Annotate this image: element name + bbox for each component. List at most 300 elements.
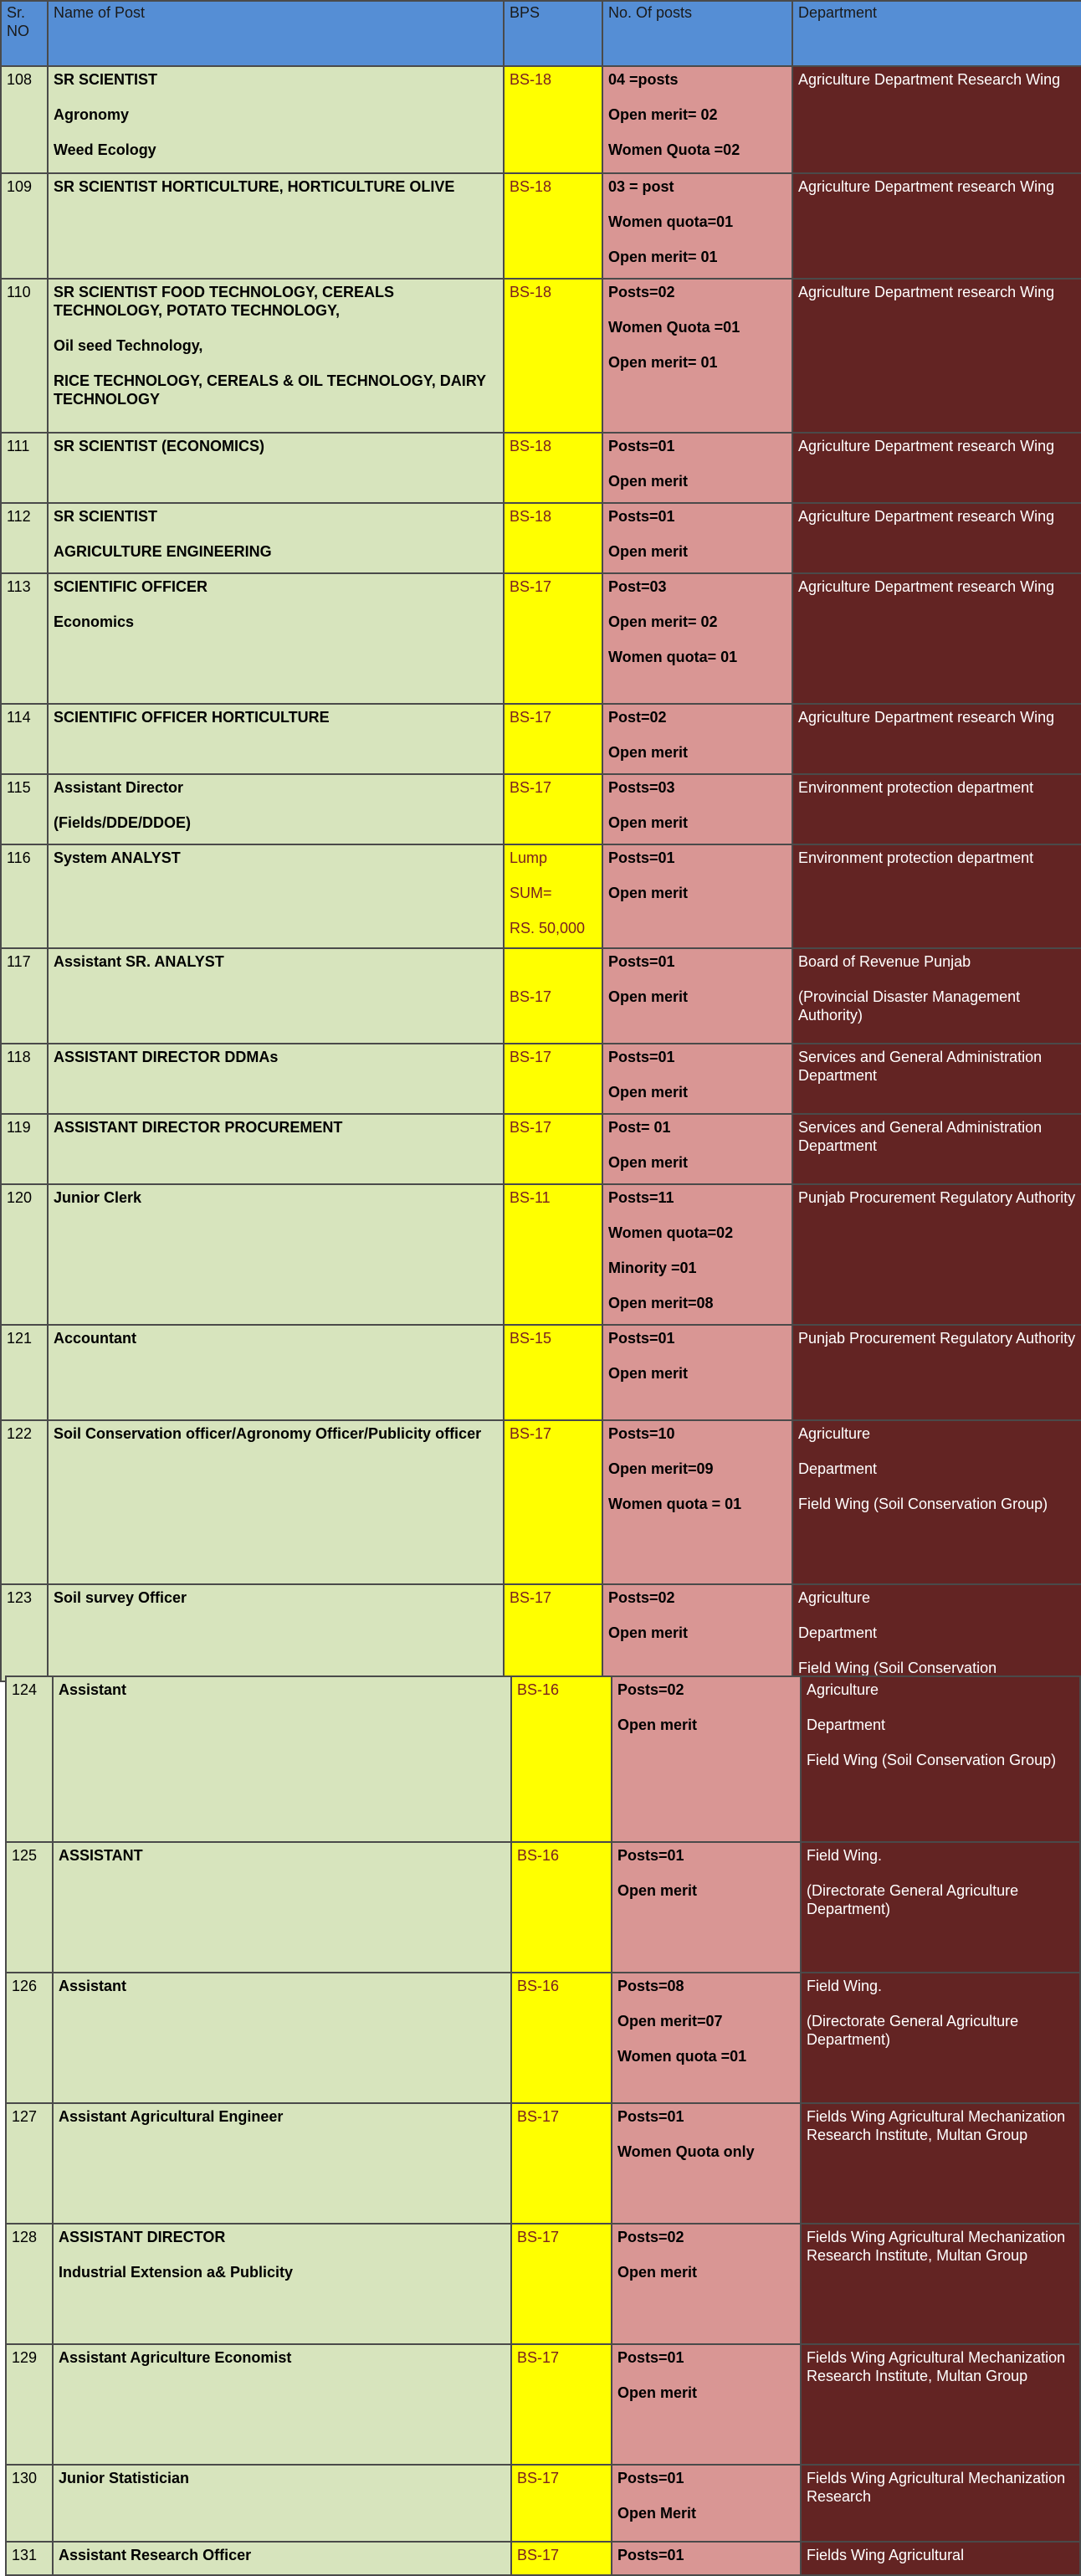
- posts-count-line: Post=02: [608, 709, 667, 726]
- bps-line: BS-18: [510, 438, 552, 454]
- posts-count-line: Women Quota =01: [608, 319, 740, 336]
- posts-count-cell: [602, 774, 792, 844]
- posts-count-line: Post=03: [608, 578, 667, 595]
- posts-count-line: Posts=01: [608, 1049, 675, 1065]
- table-row: [6, 2344, 1080, 2465]
- bps-cell: [504, 948, 602, 1044]
- bps-cell: [504, 1114, 602, 1184]
- sr-no-cell: 117: [1, 948, 48, 1044]
- posts-count-cell: [612, 2542, 801, 2575]
- posts-count-cell: [612, 2224, 801, 2344]
- posts-count-line: Posts=01: [617, 2470, 684, 2486]
- post-name-cell: [53, 1973, 511, 2103]
- post-name-cell: [53, 2542, 511, 2575]
- department-line: (Directorate General Agriculture Department): [807, 1882, 1019, 1917]
- sr-no-cell: 127: [6, 2103, 53, 2224]
- department-cell: [801, 2224, 1080, 2344]
- bps-cell: [504, 173, 602, 279]
- post-name-line: Weed Ecology: [54, 141, 156, 158]
- posts-count-cell: [612, 1676, 801, 1842]
- department-line: Agriculture Department research Wing: [798, 578, 1055, 595]
- posts-count-line: Open merit= 01: [608, 354, 718, 371]
- posts-count-line: Open Merit: [617, 2505, 697, 2522]
- department-line: Fields Wing Agricultural Mechanization Research Institute, Multan Group: [807, 2108, 1066, 2143]
- posts-count-line: Open merit: [617, 1716, 698, 1733]
- bps-cell: [511, 1676, 612, 1842]
- post-name-line: ASSISTANT: [59, 1847, 143, 1864]
- posts-count-cell: [602, 66, 792, 173]
- bps-line: BS-17: [510, 779, 552, 796]
- post-name-line: Assistant Agricultural Engineer: [59, 2108, 284, 2125]
- department-cell: [792, 433, 1081, 503]
- sr-no-cell: 108: [1, 66, 48, 173]
- department-line: Environment protection department: [798, 849, 1034, 866]
- posts-count-line: Posts=01: [617, 2349, 684, 2366]
- department-line: Services and General Administration Department: [798, 1119, 1043, 1154]
- department-line: Punjab Procurement Regulatory Authority: [798, 1189, 1076, 1206]
- department-cell: [792, 573, 1081, 704]
- post-name-cell: [48, 433, 504, 503]
- sr-no-cell: 122: [1, 1420, 48, 1584]
- department-cell: [801, 2542, 1080, 2575]
- table-row: [1, 1114, 1081, 1184]
- posts-count-line: Posts=02: [617, 2229, 684, 2245]
- post-name-line: SR SCIENTIST (ECONOMICS): [54, 438, 265, 454]
- sr-no-cell: 128: [6, 2224, 53, 2344]
- table-row: [1, 279, 1081, 433]
- post-name-line: Soil survey Officer: [54, 1589, 187, 1606]
- bps-line: BS-15: [510, 1330, 552, 1347]
- department-line: Fields Wing Agricultural Mechanization Research Institute, Multan Group: [807, 2349, 1066, 2384]
- sr-no-cell: 124: [6, 1676, 53, 1842]
- posts-count-line: Open merit: [608, 473, 689, 490]
- bps-cell: [511, 2103, 612, 2224]
- bps-line: BS-17: [510, 1119, 552, 1136]
- posts-count-line: Women quota= 01: [608, 649, 738, 665]
- bps-cell: [504, 1325, 602, 1420]
- sr-no-cell: 110: [1, 279, 48, 433]
- department-line: Fields Wing Agricultural Mechanization Research: [807, 2470, 1066, 2505]
- post-name-line: AGRICULTURE ENGINEERING: [54, 543, 272, 560]
- table-row: [6, 2542, 1080, 2575]
- post-name-line: Assistant Agriculture Economist: [59, 2349, 292, 2366]
- post-name-cell: [53, 2103, 511, 2224]
- bps-line: RS. 50,000: [510, 920, 586, 936]
- header-bps: BPS: [504, 1, 602, 66]
- sr-no-cell: 118: [1, 1044, 48, 1114]
- post-name-line: (Fields/DDE/DDOE): [54, 814, 192, 831]
- posts-count-line: Open merit: [608, 988, 689, 1005]
- department-line: Agriculture Department research Wing: [798, 709, 1055, 726]
- sr-no-cell: 123: [1, 1584, 48, 1681]
- post-name-line: ASSISTANT DIRECTOR PROCUREMENT: [54, 1119, 343, 1136]
- post-name-cell: [48, 1325, 504, 1420]
- sr-no-cell: 114: [1, 704, 48, 774]
- department-line: Board of Revenue Punjab: [798, 953, 971, 970]
- table-row: [1, 1420, 1081, 1584]
- post-name-cell: [53, 2224, 511, 2344]
- posts-count-cell: [602, 1114, 792, 1184]
- posts-count-line: Posts=01: [608, 849, 675, 866]
- bps-cell: [511, 2224, 612, 2344]
- posts-count-line: Open merit: [608, 543, 689, 560]
- bps-line: SUM=: [510, 885, 552, 901]
- post-name-line: ASSISTANT DIRECTOR: [59, 2229, 226, 2245]
- posts-count-line: Open merit: [608, 1154, 689, 1171]
- posts-count-line: Posts=01: [617, 1847, 684, 1864]
- department-cell: [792, 1584, 1081, 1681]
- department-line: (Provincial Disaster Management Authority): [798, 988, 1021, 1024]
- posts-count-line: Open merit: [608, 885, 689, 901]
- posts-count-cell: [602, 279, 792, 433]
- posts-count-cell: [602, 704, 792, 774]
- sr-no-cell: 116: [1, 844, 48, 948]
- posts-count-line: Posts=01: [617, 2108, 684, 2125]
- department-cell: [801, 1676, 1080, 1842]
- bps-cell: [504, 279, 602, 433]
- post-name-line: Assistant Director: [54, 779, 184, 796]
- post-name-line: Industrial Extension a& Publicity: [59, 2264, 294, 2281]
- department-cell: [792, 1420, 1081, 1584]
- department-cell: [801, 1842, 1080, 1973]
- post-name-line: RICE TECHNOLOGY, CEREALS & OIL TECHNOLOGY, DAIRY TECHNOLOGY: [54, 372, 486, 408]
- posts-count-line: Women quota =01: [617, 2048, 747, 2065]
- post-name-cell: [53, 1842, 511, 1973]
- bps-cell: [504, 1420, 602, 1584]
- posts-count-line: Posts=02: [617, 1681, 684, 1698]
- posts-count-cell: [602, 844, 792, 948]
- department-cell: [792, 844, 1081, 948]
- department-line: Agriculture Department research Wing: [798, 438, 1055, 454]
- bps-line: BS-18: [510, 178, 552, 195]
- department-line: Field Wing.: [807, 1978, 883, 1994]
- post-name-line: SR SCIENTIST HORTICULTURE, HORTICULTURE OLIVE: [54, 178, 455, 195]
- table-row: [1, 774, 1081, 844]
- post-name-cell: [53, 1676, 511, 1842]
- sr-no-cell: 130: [6, 2465, 53, 2542]
- department-cell: [792, 704, 1081, 774]
- post-name-line: Junior Statistician: [59, 2470, 190, 2486]
- bps-line: BS-17: [517, 2349, 560, 2366]
- table-row: [1, 1584, 1081, 1681]
- department-line: Field Wing (Soil Conservation: [798, 1660, 997, 1676]
- posts-count-line: Posts=01: [608, 953, 675, 970]
- bps-line: Lump: [510, 849, 548, 866]
- table-header-row: [1, 1, 1081, 66]
- department-line: Services and General Administration Department: [798, 1049, 1043, 1084]
- department-line: Agriculture Department research Wing: [798, 284, 1055, 300]
- department-line: Fields Wing Agricultural Mechanization Research Institute, Multan Group: [807, 2229, 1066, 2264]
- sr-no-cell: 115: [1, 774, 48, 844]
- post-name-cell: [48, 573, 504, 704]
- post-name-cell: [48, 948, 504, 1044]
- posts-count-line: Open merit: [608, 1084, 689, 1101]
- header-sr-no: Sr. NO: [1, 1, 48, 66]
- sr-no-cell: 119: [1, 1114, 48, 1184]
- posts-count-line: Open merit= 02: [608, 613, 718, 630]
- department-cell: [792, 1114, 1081, 1184]
- bps-cell: [504, 66, 602, 173]
- bps-line: BS-11: [510, 1189, 551, 1206]
- table-row: [1, 704, 1081, 774]
- table-row: [1, 844, 1081, 948]
- bps-cell: [511, 1973, 612, 2103]
- post-name-cell: [48, 844, 504, 948]
- sr-no-cell: 111: [1, 433, 48, 503]
- department-line: Agriculture Department research Wing: [798, 178, 1055, 195]
- post-name-line: SCIENTIFIC OFFICER HORTICULTURE: [54, 709, 330, 726]
- posts-count-cell: [602, 1044, 792, 1114]
- sr-no-cell: 120: [1, 1184, 48, 1325]
- header-name-of-post: Name of Post: [48, 1, 504, 66]
- posts-count-line: Open merit=09: [608, 1460, 714, 1477]
- post-name-line: Assistant: [59, 1978, 127, 1994]
- bps-cell: [504, 1584, 602, 1681]
- post-name-cell: [48, 1044, 504, 1114]
- posts-count-cell: [602, 1584, 792, 1681]
- bps-line: BS-17: [517, 2229, 560, 2245]
- bps-line: BS-17: [510, 1049, 552, 1065]
- sr-no-cell: 125: [6, 1842, 53, 1973]
- post-name-cell: [48, 704, 504, 774]
- post-name-cell: [48, 1184, 504, 1325]
- post-name-line: SCIENTIFIC OFFICER: [54, 578, 207, 595]
- bps-line: BS-18: [510, 284, 552, 300]
- posts-count-cell: [602, 1184, 792, 1325]
- bps-cell: [504, 774, 602, 844]
- table-row: [6, 1842, 1080, 1973]
- bps-cell: [511, 2542, 612, 2575]
- table-row: [1, 1184, 1081, 1325]
- posts-count-line: Women quota = 01: [608, 1496, 742, 1512]
- post-name-line: Soil Conservation officer/Agronomy Officer/Publicity officer: [54, 1425, 482, 1442]
- bps-line: BS-18: [510, 508, 552, 525]
- post-name-line: Oil seed Technology,: [54, 337, 203, 354]
- department-cell: [792, 279, 1081, 433]
- department-line: Department: [798, 1624, 878, 1641]
- table-row: [1, 433, 1081, 503]
- posts-count-cell: [612, 1842, 801, 1973]
- post-name-line: Accountant: [54, 1330, 136, 1347]
- posts-count-line: Posts=10: [608, 1425, 675, 1442]
- posts-count-line: Posts=01: [617, 2547, 684, 2563]
- table-row: [6, 2103, 1080, 2224]
- bps-line: [510, 952, 597, 971]
- post-name-cell: [48, 503, 504, 573]
- posts-count-line: Open merit: [608, 814, 689, 831]
- post-name-line: Junior Clerk: [54, 1189, 142, 1206]
- post-name-cell: [48, 1420, 504, 1584]
- posts-count-line: Posts=08: [617, 1978, 684, 1994]
- bps-cell: [511, 2344, 612, 2465]
- posts-count-cell: [602, 173, 792, 279]
- posts-count-cell: [612, 2465, 801, 2542]
- post-name-line: Assistant Research Officer: [59, 2547, 252, 2563]
- department-line: Department: [798, 1460, 878, 1477]
- bps-cell: [504, 503, 602, 573]
- table-row: [6, 2224, 1080, 2344]
- department-line: Punjab Procurement Regulatory Authority: [798, 1330, 1076, 1347]
- department-line: Agriculture: [807, 1681, 879, 1698]
- vacancy-table-part-2: [5, 1675, 1081, 2576]
- department-cell: [801, 2103, 1080, 2224]
- bps-line: BS-17: [517, 2108, 560, 2125]
- posts-count-line: Posts=01: [608, 438, 675, 454]
- posts-count-line: Women quota=01: [608, 213, 734, 230]
- sr-no-cell: 129: [6, 2344, 53, 2465]
- table-row: [6, 1973, 1080, 2103]
- vacancy-table-body: [1, 1, 1081, 1681]
- post-name-cell: [48, 774, 504, 844]
- posts-count-line: 03 = post: [608, 178, 674, 195]
- posts-count-line: Posts=01: [608, 508, 675, 525]
- posts-count-line: Women quota=02: [608, 1224, 734, 1241]
- sr-no-cell: 109: [1, 173, 48, 279]
- bps-line: BS-17: [517, 2547, 560, 2563]
- posts-count-line: Women Quota only: [617, 2143, 755, 2160]
- bps-line: BS-17: [517, 2470, 560, 2486]
- posts-count-line: Posts=01: [608, 1330, 675, 1347]
- posts-count-line: 04 =posts: [608, 71, 679, 88]
- post-name-line: Assistant SR. ANALYST: [54, 953, 224, 970]
- posts-count-line: Open merit: [617, 2384, 698, 2401]
- bps-cell: [504, 704, 602, 774]
- department-cell: [792, 1184, 1081, 1325]
- post-name-line: System ANALYST: [54, 849, 181, 866]
- posts-count-line: Women Quota =02: [608, 141, 740, 158]
- posts-count-line: Open merit=07: [617, 2013, 723, 2029]
- bps-line: BS-17: [510, 1589, 552, 1606]
- sr-no-cell: 113: [1, 573, 48, 704]
- post-name-line: SR SCIENTIST FOOD TECHNOLOGY, CEREALS TECHNOLOGY, POTATO TECHNOLOGY,: [54, 284, 395, 319]
- table-row: [6, 1676, 1080, 1842]
- bps-cell: [504, 1044, 602, 1114]
- posts-count-cell: [602, 503, 792, 573]
- header-no-of-posts: No. Of posts: [602, 1, 792, 66]
- posts-count-line: Open merit: [608, 744, 689, 761]
- post-name-line: Agronomy: [54, 106, 129, 123]
- department-line: Agriculture: [798, 1425, 871, 1442]
- posts-count-line: Posts=11: [608, 1189, 674, 1206]
- department-line: Environment protection department: [798, 779, 1034, 796]
- table-row: [1, 503, 1081, 573]
- post-name-cell: [48, 173, 504, 279]
- posts-count-cell: [612, 2103, 801, 2224]
- bps-line: BS-17: [510, 988, 552, 1005]
- post-name-cell: [48, 1584, 504, 1681]
- posts-count-line: Posts=02: [608, 1589, 675, 1606]
- post-name-cell: [48, 1114, 504, 1184]
- post-name-cell: [48, 279, 504, 433]
- department-line: Field Wing.: [807, 1847, 883, 1864]
- posts-count-line: Open merit=08: [608, 1295, 714, 1311]
- posts-count-line: Posts=02: [608, 284, 675, 300]
- bps-line: BS-16: [517, 1681, 560, 1698]
- posts-count-line: Post= 01: [608, 1119, 671, 1136]
- header-department: Department: [792, 1, 1081, 66]
- posts-count-cell: [602, 1420, 792, 1584]
- posts-count-line: Minority =01: [608, 1260, 697, 1276]
- bps-cell: [504, 1184, 602, 1325]
- bps-line: BS-18: [510, 71, 552, 88]
- posts-count-line: Open merit= 01: [608, 249, 718, 265]
- bps-cell: [504, 573, 602, 704]
- post-name-cell: [53, 2344, 511, 2465]
- table-row: [1, 66, 1081, 173]
- posts-count-cell: [612, 1973, 801, 2103]
- vacancy-table-body: [6, 1676, 1080, 2575]
- department-cell: [792, 1044, 1081, 1114]
- department-line: Department: [807, 1716, 886, 1733]
- department-line: Agriculture Department research Wing: [798, 508, 1055, 525]
- sr-no-cell: 121: [1, 1325, 48, 1420]
- department-line: Agriculture: [798, 1589, 871, 1606]
- bps-cell: [504, 433, 602, 503]
- post-name-line: SR SCIENTIST: [54, 508, 158, 525]
- bps-line: BS-17: [510, 709, 552, 726]
- department-cell: [792, 774, 1081, 844]
- bps-line: BS-16: [517, 1978, 560, 1994]
- table-row: [1, 1044, 1081, 1114]
- post-name-line: Assistant: [59, 1681, 127, 1698]
- department-cell: [801, 2465, 1080, 2542]
- post-name-line: SR SCIENTIST: [54, 71, 158, 88]
- bps-line: BS-17: [510, 578, 552, 595]
- department-line: (Directorate General Agriculture Department): [807, 2013, 1019, 2048]
- bps-cell: [504, 844, 602, 948]
- posts-count-line: Open merit: [608, 1624, 689, 1641]
- department-cell: [801, 2344, 1080, 2465]
- posts-count-cell: [602, 1325, 792, 1420]
- department-line: Fields Wing Agricultural: [807, 2547, 965, 2563]
- table-row: [1, 948, 1081, 1044]
- table-row: [1, 1325, 1081, 1420]
- table-row: [6, 2465, 1080, 2542]
- sr-no-cell: 126: [6, 1973, 53, 2103]
- bps-line: BS-17: [510, 1425, 552, 1442]
- post-name-line: ASSISTANT DIRECTOR DDMAs: [54, 1049, 279, 1065]
- department-cell: [792, 66, 1081, 173]
- table-row: [1, 173, 1081, 279]
- post-name-cell: [53, 2465, 511, 2542]
- department-line: Field Wing (Soil Conservation Group): [807, 1752, 1057, 1768]
- bps-cell: [511, 2465, 612, 2542]
- sr-no-cell: 131: [6, 2542, 53, 2575]
- department-cell: [792, 503, 1081, 573]
- post-name-cell: [48, 66, 504, 173]
- bps-line: BS-16: [517, 1847, 560, 1864]
- posts-count-line: Open merit= 02: [608, 106, 718, 123]
- posts-count-cell: [602, 433, 792, 503]
- posts-count-cell: [612, 2344, 801, 2465]
- department-line: Field Wing (Soil Conservation Group): [798, 1496, 1048, 1512]
- posts-count-cell: [602, 948, 792, 1044]
- posts-count-line: Open merit: [617, 2264, 698, 2281]
- department-cell: [792, 1325, 1081, 1420]
- sr-no-cell: 112: [1, 503, 48, 573]
- posts-count-line: Open merit: [617, 1882, 698, 1899]
- department-cell: [801, 1973, 1080, 2103]
- department-line: Agriculture Department Research Wing: [798, 71, 1061, 88]
- posts-count-line: Posts=03: [608, 779, 675, 796]
- post-name-line: Economics: [54, 613, 135, 630]
- posts-count-cell: [602, 573, 792, 704]
- table-row: [1, 573, 1081, 704]
- department-cell: [792, 173, 1081, 279]
- bps-cell: [511, 1842, 612, 1973]
- posts-count-line: Open merit: [608, 1365, 689, 1382]
- department-cell: [792, 948, 1081, 1044]
